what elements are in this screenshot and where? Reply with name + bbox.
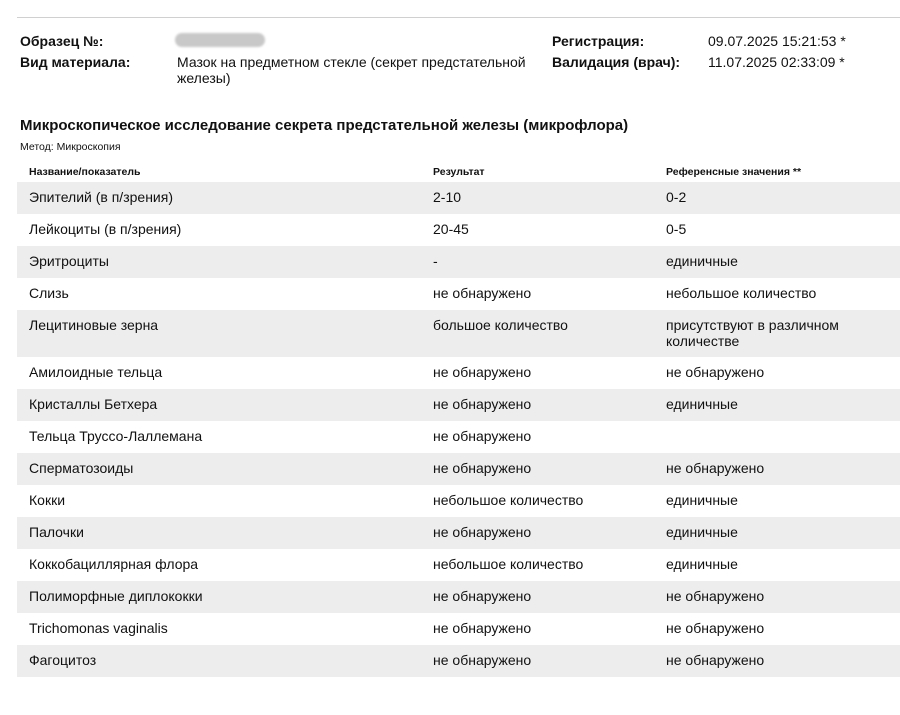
row-name: Кокки	[29, 492, 66, 508]
validation-label: Валидация (врач):	[552, 54, 681, 70]
table-row	[17, 421, 900, 453]
table-row	[17, 278, 900, 310]
row-result: не обнаружено	[433, 460, 532, 476]
row-reference: единичные	[666, 556, 738, 572]
row-result: не обнаружено	[433, 524, 532, 540]
row-name: Эпителий (в п/зрения)	[29, 189, 173, 205]
row-reference: единичные	[666, 524, 738, 540]
table-row	[17, 453, 900, 485]
results-table	[17, 163, 900, 677]
row-result: небольшое количество	[433, 556, 584, 572]
validation-value: 11.07.2025 02:33:09 *	[708, 54, 845, 70]
table-row	[17, 389, 900, 421]
table-row	[17, 613, 900, 645]
row-reference: не обнаружено	[666, 620, 765, 636]
row-result: большое количество	[433, 317, 568, 333]
row-reference: 0-5	[666, 221, 687, 237]
column-header-result: Результат	[433, 166, 485, 178]
row-result: не обнаружено	[433, 588, 532, 604]
row-name: Тельца Труссо-Лаллемана	[29, 428, 203, 444]
row-name: Амилоидные тельца	[29, 364, 163, 380]
table-row	[17, 485, 900, 517]
column-header-reference: Референсные значения **	[666, 166, 802, 178]
table-row	[17, 549, 900, 581]
row-result: 20-45	[433, 221, 469, 237]
row-name: Палочки	[29, 524, 84, 540]
row-result: не обнаружено	[433, 620, 532, 636]
table-row	[17, 214, 900, 246]
registration-label: Регистрация:	[552, 33, 645, 49]
sample-number-label: Образец №:	[20, 33, 104, 49]
redacted-sample-number	[175, 33, 265, 47]
row-name: Полиморфные диплококки	[29, 588, 203, 604]
row-result: -	[433, 253, 438, 269]
top-divider	[17, 17, 900, 18]
table-row	[17, 517, 900, 549]
row-reference: небольшое количество	[666, 285, 817, 301]
row-name: Trichomonas vaginalis	[29, 620, 168, 636]
row-name: Кристаллы Бетхера	[29, 396, 158, 412]
method-label: Метод: Микроскопия	[20, 141, 121, 153]
table-row	[17, 310, 900, 357]
registration-value: 09.07.2025 15:21:53 *	[708, 33, 846, 49]
row-reference: не обнаружено	[666, 652, 765, 668]
row-reference: единичные	[666, 396, 738, 412]
row-result: не обнаружено	[433, 396, 532, 412]
section-title: Микроскопическое исследование секрета предстательной железы (микрофлора)	[20, 117, 629, 134]
row-result: небольшое количество	[433, 492, 584, 508]
table-row	[17, 645, 900, 677]
row-result: 2-10	[433, 189, 462, 205]
row-reference: 0-2	[666, 189, 687, 205]
row-reference: присутствуют в различном количестве	[666, 317, 839, 349]
row-result: не обнаружено	[433, 364, 532, 380]
row-name: Лецитиновые зерна	[29, 317, 159, 333]
material-type-label: Вид материала:	[20, 54, 131, 70]
sample-info	[20, 33, 880, 93]
table-row	[17, 182, 900, 214]
row-reference: не обнаружено	[666, 364, 765, 380]
row-name: Эритроциты	[29, 253, 109, 269]
row-name: Фагоцитоз	[29, 652, 97, 668]
table-body	[17, 182, 900, 677]
row-reference: единичные	[666, 492, 738, 508]
row-reference: единичные	[666, 253, 738, 269]
table-row	[17, 581, 900, 613]
row-result: не обнаружено	[433, 285, 532, 301]
row-name: Лейкоциты (в п/зрения)	[29, 221, 182, 237]
row-name: Слизь	[29, 285, 69, 301]
table-row	[17, 357, 900, 389]
row-reference: не обнаружено	[666, 460, 765, 476]
row-result: не обнаружено	[433, 652, 532, 668]
row-reference: не обнаружено	[666, 588, 765, 604]
material-type-value: Мазок на предметном стекле (секрет предстательной железы)	[177, 54, 526, 86]
column-header-name: Название/показатель	[29, 166, 141, 178]
row-name: Сперматозоиды	[29, 460, 134, 476]
row-result: не обнаружено	[433, 428, 532, 444]
table-header	[17, 163, 900, 182]
row-name: Коккобациллярная флора	[29, 556, 199, 572]
table-row	[17, 246, 900, 278]
